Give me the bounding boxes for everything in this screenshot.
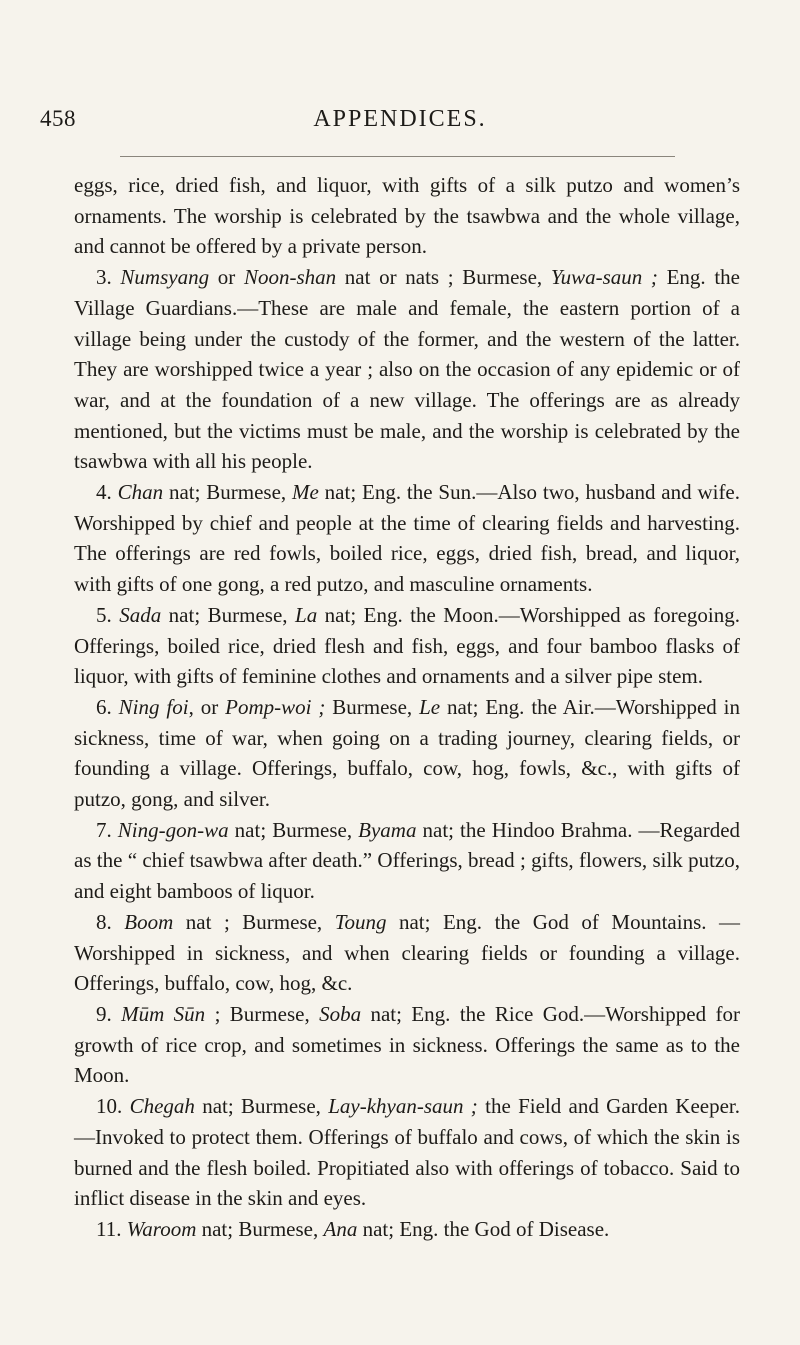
text-run: nat ; Burmese, (173, 909, 335, 934)
italic-term: Chegah (129, 1094, 195, 1119)
italic-term: Mūm Sūn (121, 1001, 206, 1026)
italic-term: Numsyang (120, 265, 210, 290)
page-body (74, 170, 740, 1245)
paragraph-entry-6 (74, 692, 740, 815)
text-run: nat; Burmese, (228, 817, 359, 842)
italic-term: Pomp-woi ; (225, 694, 326, 719)
running-title: APPENDICES. (313, 106, 487, 132)
page-header (0, 106, 800, 142)
italic-term: Me (292, 480, 319, 505)
italic-term: Byama (358, 817, 417, 842)
text-run: nat; Eng. the Sun.—Also two, husband and wife. Worshipped by chief and people at the time of clearing fields and harvesting. The offerings are red fowls, boiled rice, eggs, dried fish, bread, and liquor, with gifts of one gong, a red putzo, and masculine ornaments. (74, 480, 741, 597)
text-run: Burmese, (325, 694, 420, 719)
italic-term: Boom (124, 909, 174, 934)
text-run: nat; Eng. the Rice God.—Worshipped for growth of rice crop, and sometimes in sickness. Offerings the same as to the Moon. (74, 1001, 740, 1088)
text-run: nat; Eng. the Moon.—Worshipped as foregoing. Offerings, boiled rice, dried flesh and fish, eggs, and four bamboo flasks of liquor, with gifts of feminine clothes and ornaments and a silver pipe stem. (74, 602, 740, 689)
italic-term: Toung (334, 909, 387, 934)
text-run: 5. (96, 602, 120, 627)
text-run: , or (188, 694, 226, 719)
text-run: 6. (96, 694, 119, 719)
text-run: 11. (96, 1216, 127, 1241)
text-run: 10. (96, 1094, 130, 1119)
header-rule (120, 156, 675, 157)
text-run: nat; Eng. the Air.—Worshipped in sickness, time of war, when going on a trading journey, clearing fields, or founding a village. Offerings, buffalo, cow, hog, fowls, &c., with gifts of putzo, gong, and silver. (74, 694, 741, 812)
paragraph-entry-9 (74, 999, 740, 1091)
text-run: 3. (96, 265, 121, 290)
text-run: 4. (96, 480, 118, 505)
paragraph-entry-7 (74, 815, 740, 907)
text-run: nat; Eng. the God of Mountains. —Worshipped in sickness, and when clearing fields or founding a village. Offerings, buffalo, cow, hog, &c. (74, 909, 741, 996)
italic-term: Noon-shan (243, 265, 337, 290)
italic-term: Chan (117, 480, 164, 505)
paragraph-continued (74, 170, 740, 262)
text-run: or (209, 265, 244, 290)
text-run: nat; Burmese, (194, 1094, 329, 1119)
text-run: 8. (96, 909, 125, 934)
paragraph-entry-10 (74, 1091, 740, 1214)
text-run: eggs, rice, dried fish, and liquor, with gifts of a silk putzo and women’s ornaments. The worship is celebrated by the tsawbwa and the whole village, and cannot be offered by a private person. (74, 173, 740, 259)
text-run: nat; Burmese, (163, 480, 293, 505)
italic-term: Soba (319, 1001, 362, 1026)
text-run: ; Burmese, (205, 1001, 320, 1026)
page-number: 458 (40, 106, 76, 131)
text-run: 7. (96, 817, 118, 842)
italic-term: Waroom (126, 1216, 197, 1241)
italic-term: Yuwa-saun ; (550, 265, 658, 290)
text-run: 9. (96, 1001, 122, 1026)
paragraph-entry-5 (74, 600, 740, 692)
text-run: the Field and Garden Keeper.—Invoked to protect them. Offerings of buffalo and cows, of which the skin is burned and the flesh boiled. Propitiated also with offerings of tobacco. Said to inflict disease in the skin and eyes. (74, 1094, 741, 1211)
italic-term: Ning foi (118, 694, 189, 719)
italic-term: Lay-khyan-saun ; (328, 1094, 478, 1119)
paragraph-entry-3 (74, 262, 740, 477)
paragraph-entry-11 (74, 1214, 740, 1245)
text-run: nat; Eng. the God of Disease. (357, 1216, 610, 1241)
text-run: nat; the Hindoo Brahma. —Regarded as the “ chief tsawbwa after death.” Offerings, bread ; gifts, flowers, silk putzo, and eight bamboos of liquor. (74, 817, 741, 904)
text-run: nat or nats ; Burmese, (336, 265, 551, 290)
italic-term: Le (419, 694, 441, 719)
paragraph-entry-8 (74, 907, 740, 999)
italic-term: Ning-gon-wa (117, 817, 229, 842)
text-run: Eng. the Village Guardians.—These are male and female, the eastern portion of a village being under the custody of the former, and the western of the latter. They are worshipped twice a year ; also on the occasion of any epidemic or of war, and at the foundation of a new village. The offerings are as already mentioned, but the victims must be male, and the worship is celebrated by the tsawbwa with all his people. (74, 265, 741, 474)
text-run: nat; Burmese, (196, 1216, 324, 1241)
text-run: nat; Burmese, (161, 602, 296, 627)
paragraph-entry-4 (74, 477, 740, 600)
italic-term: Ana (323, 1216, 358, 1241)
italic-term: La (295, 602, 318, 627)
italic-term: Sada (119, 602, 162, 627)
